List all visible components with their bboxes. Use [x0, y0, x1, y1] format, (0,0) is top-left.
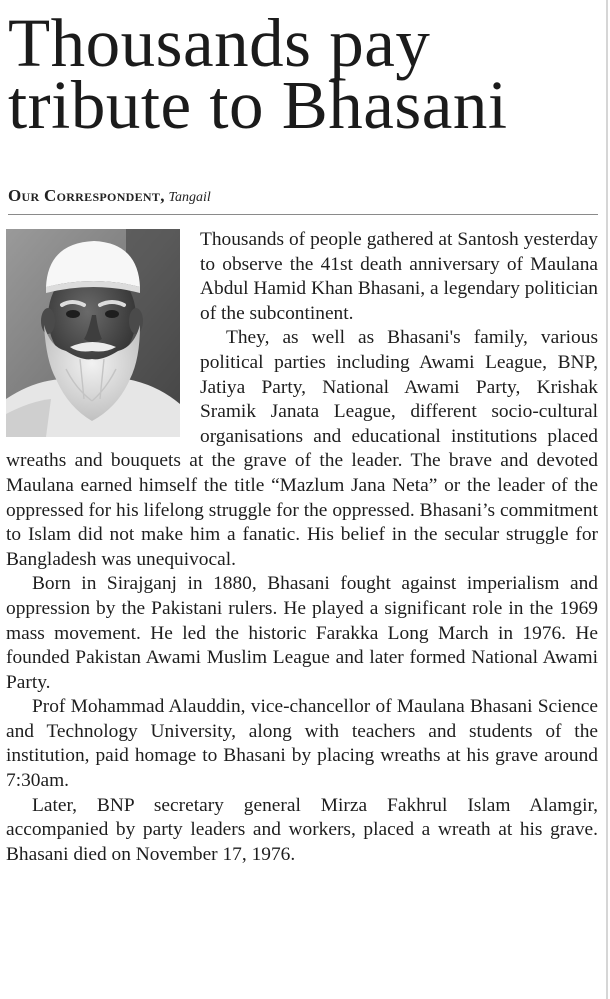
photo-wrap-space	[6, 228, 200, 438]
article-paragraph-3: Born in Sirajganj in 1880, Bhasani fought against imperialism and oppression by the Pakistani rulers. He played a significant role in the 1969 mass movement. He led the historic Farakka Long March in 1976. He founded Pakistan Awami Muslim League and later formed National Awami Party.	[6, 573, 598, 693]
article-paragraph-5: Later, BNP secretary general Mirza Fakhrul Islam Alamgir, accompanied by party leaders and workers, placed a wreath at his grave. Bhasani died on November 17, 1976.	[6, 794, 598, 865]
article-paragraph-1: Thousands of people gathered at Santosh yesterday to observe the 41st death anniversary of Maulana Abdul Hamid Khan Bhasani, a legendary politician of the subcontinent.	[200, 229, 598, 324]
byline-divider	[8, 214, 598, 215]
byline-place: Tangail	[168, 190, 211, 205]
headline: Thousands pay tribute to Bhasani	[8, 5, 508, 143]
article-paragraph-4: Prof Mohammad Alauddin, vice-chancellor of Maulana Bhasani Science and Technology University, along with teachers and students of the institution, paid homage to Bhasani by placing wreaths at his grave around 7:30am.	[6, 696, 598, 792]
byline	[8, 186, 211, 208]
byline-name: Our Correspondent,	[8, 186, 165, 205]
article-body	[6, 228, 598, 867]
article-paragraph-2: They, as well as Bhasani's family, various political parties including Awami League, BNP, Jatiya Party, National Awami Party, Krishak Sramik Janata League, different socio-cultural organisations and educational institutions placed wreaths and bouquets at the grave of the leader. The brave and devoted Maulana earned himself the title “Mazlum Jana Neta” or the leader of the oppressed for his lifelong struggle for the oppressed. Bhasani’s commitment to Islam did not make him a fanatic. His belief in the secular struggle for Bangladesh was unequivocal.	[6, 327, 598, 570]
page-edge-divider	[606, 0, 608, 999]
